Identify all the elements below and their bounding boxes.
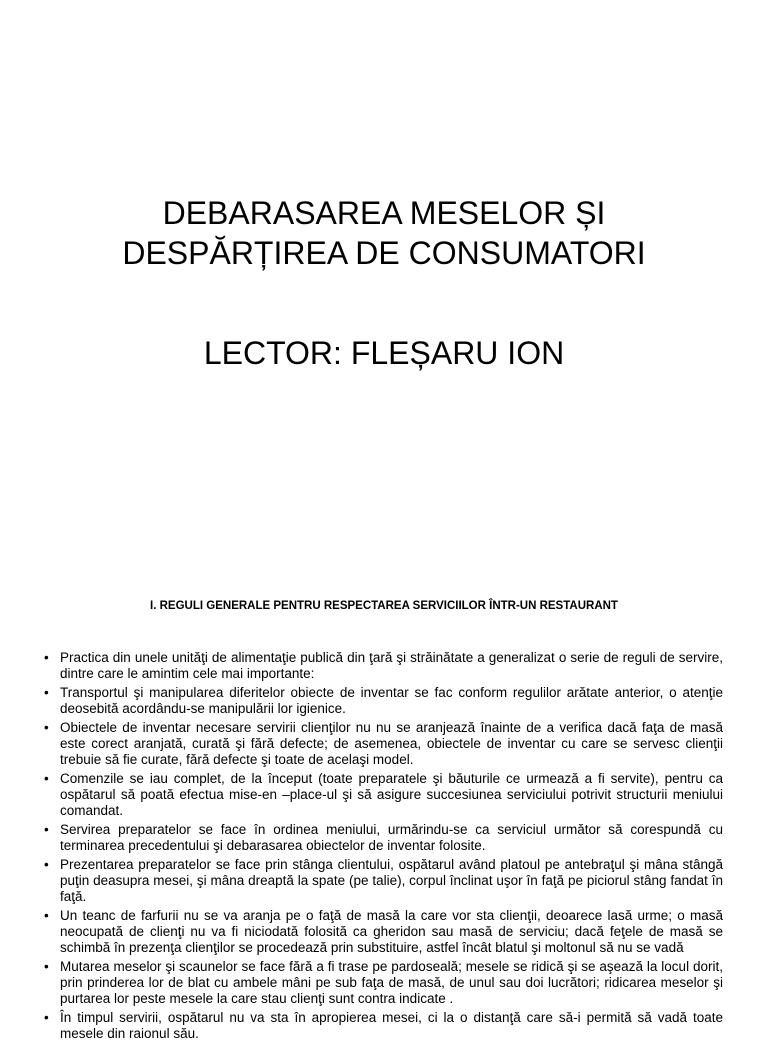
list-item — [44, 959, 723, 1007]
list-item — [44, 720, 723, 768]
list-item-text: Un teanc de farfurii nu se va aranja pe o faţă de masă la care vor sta clienţii, deoarece lasă urme; o masă neocupată de clienţi nu va fi niciodată folosită ca gheridon sau masă de serviciu; dacă feţele de masă se schimbă în prezenţa clienţilor se procedează prin substituire, astfel încât blatul şi moltonul să nu se vadă — [60, 908, 723, 955]
content-slide — [0, 553, 768, 1041]
list-item-text: În timpul servirii, ospătarul nu va sta în apropierea mesei, ci la o distanţă care să-i permită să vadă toate mesele din raionul său. — [60, 1010, 723, 1041]
list-item-text: Comenzile se iau complet, de la început (toate preparatele şi băuturile ce urmează a fi servite), pentru ca ospătarul să poată efectua mise-en –place-ul şi să asigure succesiunea serviciului potrivit structurii meniului comandat. — [60, 771, 723, 818]
list-item — [44, 685, 723, 717]
lector-name: LECTOR: FLEȘARU ION — [203, 335, 565, 371]
title-line-2: DESPĂRȚIREA DE CONSUMATORI — [122, 235, 646, 271]
list-item-text: Practica din unele unităţi de alimentaţie publică din ţară şi străinătate a generalizat o serie de reguli de servire, dintre care le amintim cele mai importante: — [60, 650, 723, 681]
title-line-1: DEBARASAREA MESELOR ȘI — [162, 195, 606, 231]
bullet-icon: • — [44, 720, 49, 735]
list-item-text: Servirea preparatelor se face în ordinea meniului, urmărindu-se ca serviciul următor să corespundă cu terminarea precedentului şi debarasarea obiectelor de inventar folosite. — [60, 822, 723, 853]
list-item-text: Prezentarea preparatelor se face prin stânga clientului, ospătarul având platoul pe antebraţul şi mâna stângă puţin deasupra mesei, şi mâna dreaptă la spate (pe talie), corpul înclinat uşor în faţă pe piciorul stâng fandat în faţă. — [60, 857, 723, 904]
presentation-title — [0, 193, 768, 273]
list-item-text: Obiectele de inventar necesare servirii clienţilor nu nu se aranjează înainte de a verifica dacă faţa de masă este corect aranjată, curată şi fără defecte; de asemenea, obiectele de inventar cu care se servesc clienţii trebuie să fie curate, fără defecte şi toate de acelaşi model. — [60, 720, 723, 767]
list-item — [44, 857, 723, 905]
list-item — [44, 908, 723, 956]
bullet-icon: • — [44, 908, 49, 923]
bullet-icon: • — [44, 857, 49, 872]
list-item — [44, 822, 723, 854]
list-item-text: Transportul şi manipularea diferitelor obiecte de inventar se fac conform regulilor arătate anterior, o atenţie deosebită acordându-se manipulării lor igienice. — [60, 685, 723, 716]
rules-list — [44, 650, 723, 1045]
section-heading: I. REGULI GENERALE PENTRU RESPECTAREA SERVICIILOR ÎNTR-UN RESTAURANT — [150, 600, 618, 612]
bullet-icon: • — [44, 822, 49, 837]
bullet-icon: • — [44, 685, 49, 700]
bullet-icon: • — [44, 650, 49, 665]
bullet-icon: • — [44, 959, 49, 974]
list-item-text: Mutarea meselor şi scaunelor se face fără a fi trase pe pardoseală; mesele se ridică şi se aşează la locul dorit, prin prinderea lor de blat cu ambele mâni pe sub faţa de masă, de unul sau doi lucrători; ridicarea meselor şi purtarea lor peste mesele la care stau clienţi sunt contra indicate . — [60, 959, 723, 1006]
list-item — [44, 1010, 723, 1042]
bullet-icon: • — [44, 1010, 49, 1025]
bullet-icon: • — [44, 771, 49, 786]
list-item — [44, 650, 723, 682]
list-item — [44, 771, 723, 819]
